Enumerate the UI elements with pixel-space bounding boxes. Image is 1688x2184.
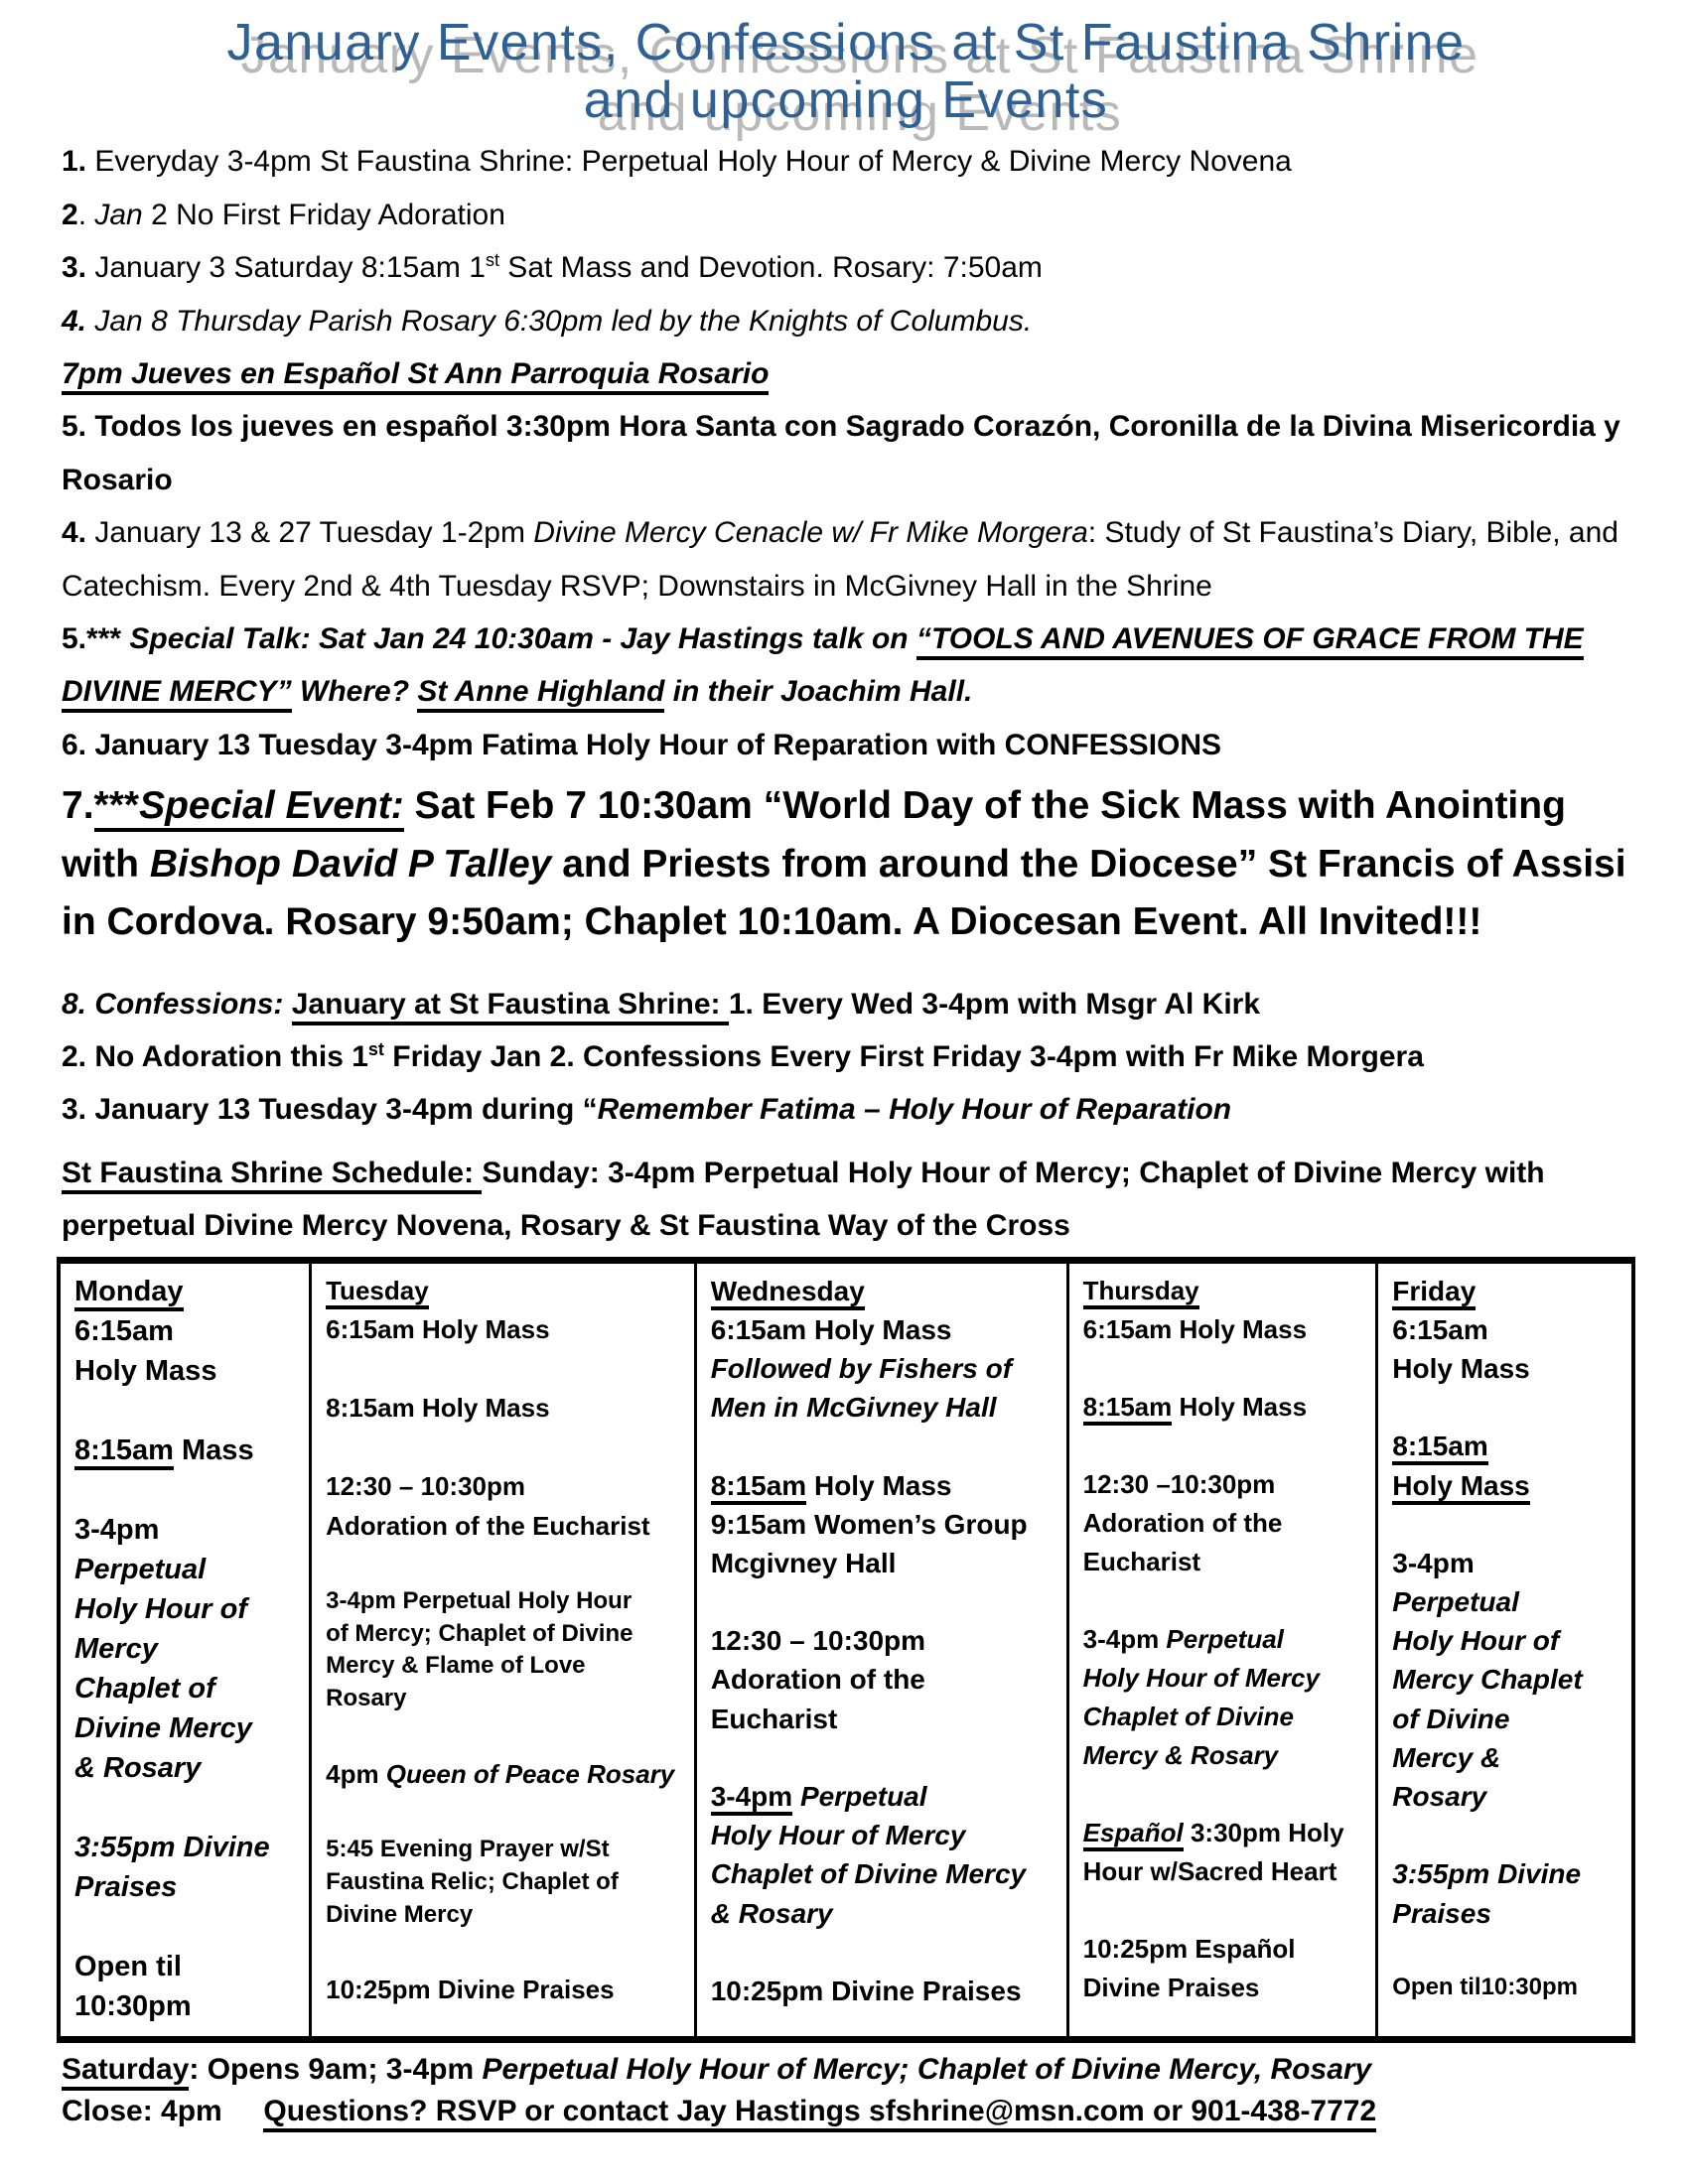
title-line-1: January Events, Confessions at St Faustina Shrine [226,14,1466,71]
text-run: 3:55pm Divine [74,1831,270,1863]
text-run: Queen of Peace Rosary [385,1758,675,1789]
text-run: 10:30pm [74,1989,192,2022]
text-run: Chaplet of [74,1672,215,1705]
schedule-line [1083,1272,1368,1310]
text-run: 1. [728,987,754,1021]
text-run [222,2095,264,2127]
schedule-line [711,1349,1058,1388]
schedule-line [1083,1698,1368,1736]
schedule-line [711,1700,1058,1738]
text-run: 3-4pm Perpetual Holy Hour [326,1586,633,1614]
schedule-line [1083,1388,1368,1427]
event-spanish-holy-hour [62,400,1630,506]
text-run: Saturday [62,2053,189,2091]
schedule-line [74,1788,301,1828]
schedule-line [1083,1775,1368,1814]
schedule-line [1083,1930,1368,1969]
text-run: 10:25pm Español [1082,1933,1296,1964]
footer [62,2049,1630,2133]
schedule-line [326,1834,686,1866]
schedule-line [1392,1660,1623,1699]
text-run: Mercy & [1392,1741,1501,1773]
text-run: Bishop David P Talley [149,842,552,886]
schedule-line [74,1470,301,1510]
event-everyday-holy-hour [62,135,1630,188]
text-run: Rosary [326,1685,407,1712]
text-run: 8:15am Holy Mass [326,1393,550,1424]
text-run: 6:15am [74,1314,174,1347]
schedule-line [1392,1816,1623,1854]
page-title [62,14,1630,129]
text-run: Wednesday [711,1276,865,1310]
schedule-line [711,1310,1058,1349]
schedule-line [74,1589,301,1629]
text-run: 7. [62,784,94,828]
schedule-line [1392,1777,1623,1816]
text-run: *** [94,784,140,832]
schedule-line [711,1427,1058,1465]
event-no-first-friday-adoration [62,189,1630,241]
text-run: Perpetual [1166,1623,1284,1654]
text-run: Everyday 3-4pm St Faustina Shrine: Perpetual Holy Hour of Mercy & Divine Mercy Novena [86,145,1292,179]
schedule-line [326,1272,686,1311]
text-run: Special Talk: Sat Jan 24 10:30am - Jay Hastings talk on [129,621,916,655]
schedule-line [711,1894,1058,1933]
text-run: Thursday [1083,1276,1199,1309]
schedule-line [74,1272,301,1311]
schedule-line [74,1510,301,1550]
text-run: 3:55pm Divine [1392,1858,1582,1890]
schedule-line [74,1907,301,1947]
saturday-schedule-line [62,2049,1630,2092]
schedule-line [74,1351,301,1391]
schedule-column-monday [61,1264,312,2036]
confessions-schedule-2 [62,1030,1630,1083]
schedule-line [1083,1736,1368,1775]
schedule-line [1083,1814,1368,1852]
schedule-line [326,1350,686,1390]
text-run: Jan 8 Thursday Parish Rosary 6:30pm led by the Knights of Columbus. [86,304,1033,338]
text-run: Eucharist [710,1703,838,1734]
schedule-line [326,1389,686,1429]
schedule-line [74,1431,301,1470]
text-run: st [367,1039,384,1060]
confessions-schedule-3 [62,1083,1630,1136]
schedule-line [326,1794,686,1834]
schedule-line [711,1972,1058,2010]
schedule-line [326,1715,686,1755]
text-run: Holy Hour of [1392,1625,1560,1657]
text-run: : Opens 9am; 3-4pm [189,2052,483,2086]
schedule-line [711,1505,1058,1544]
text-run: 5.*** [62,621,130,655]
text-run: Chaplet of Divine Mercy [710,1858,1027,1890]
text-run: Open til [74,1950,182,1982]
schedule-line [1392,1466,1623,1505]
text-run: “TOOLS AND AVENUES OF GRACE FROM THE DIVINE MERCY” [62,622,1584,713]
text-run: 3. [62,251,87,285]
text-run: Every Wed 3-4pm with Msgr Al Kirk [753,987,1261,1021]
schedule-line [1083,1310,1368,1349]
schedule-line [1083,1969,1368,2007]
text-run: Holy Mass [1392,1352,1530,1384]
text-run: Special Event: [139,784,404,832]
text-run: 8:15am [74,1434,174,1470]
schedule-line [711,1777,1058,1816]
text-run: Sat Feb 7 10:30am “World Day of the Sick Mass with Anointing with [62,784,1566,886]
text-run: 12:30 –10:30pm [1082,1468,1276,1499]
text-run: Eucharist [1082,1546,1201,1576]
text-run: 12:30 – 10:30pm [326,1471,526,1502]
text-run: Jan [94,198,143,231]
text-run: Holy Mass [806,1469,952,1501]
schedule-line [1083,1659,1368,1698]
text-run: Faustina Relic; Chaplet of [326,1867,619,1895]
text-run: Holy Hour of [74,1592,247,1625]
schedule-line [1392,1972,1623,2004]
schedule-line [1083,1465,1368,1504]
schedule-line [1083,1504,1368,1543]
text-run: Mercy & Rosary [1082,1739,1279,1770]
text-run: 8:15am [1083,1392,1173,1426]
schedule-line [711,1738,1058,1777]
schedule-line [1392,1933,1623,1972]
text-run: Adoration of the [710,1664,925,1696]
text-run: January 3 Saturday 8:15am 1 [86,251,486,285]
text-run: St Anne Highland [417,675,664,713]
text-run: 2 No First Friday Adoration [142,198,505,231]
contact-line [62,2091,1630,2133]
text-run: St Faustina Shrine Schedule: [62,1157,482,1194]
schedule-line [326,1507,686,1547]
schedule-line [74,1629,301,1669]
title-line-2: and upcoming Events [583,71,1109,130]
text-run: Holy Hour of Mercy [1082,1662,1320,1693]
text-run: Sat Mass and Devotion. Rosary: 7:50am [498,251,1043,285]
text-run: 9:15am Women’s Group [710,1508,1028,1540]
text-run: 6:15am [1392,1313,1488,1345]
text-run: Friday [1392,1276,1476,1310]
schedule-line [326,1971,686,2010]
schedule-line [326,1931,686,1971]
schedule-line [1392,1349,1623,1388]
schedule-line [326,1618,686,1651]
text-run: Tuesday [326,1276,429,1309]
text-run: Close: 4pm [62,2095,222,2128]
text-run: Praises [74,1870,178,1903]
text-run: Holy Hour of Mercy [710,1820,966,1851]
text-run: 3:30pm Holy [1183,1817,1344,1847]
schedule-line [1392,1582,1623,1621]
schedule-line [711,1933,1058,1972]
text-run: and Priests from around the Diocese” St Francis of Assisi in Cordova. Rosary 9:50am; Chaplet 10:10am. A Diocesan Event. All Invited!!! [62,842,1626,944]
schedule-line [74,1947,301,1986]
text-run: of Divine [1392,1703,1510,1734]
text-run: Confessions: [94,987,284,1021]
schedule-line [326,1467,686,1507]
event-fatima-holy-hour [62,719,1630,771]
text-run: Followed by Fishers of [710,1352,1013,1384]
schedule-line [1083,1620,1368,1659]
text-run: 3. January 13 Tuesday 3-4pm during “ [62,1093,598,1127]
text-run: 3-4pm [1082,1623,1167,1654]
schedule-line [711,1544,1058,1582]
schedule-column-thursday [1069,1264,1379,2036]
schedule-line [74,1708,301,1748]
text-run: 6:15am Holy Mass [1082,1313,1308,1344]
schedule-line [1083,1543,1368,1581]
schedule-line [74,1828,301,1867]
text-run [283,988,291,1021]
text-run: Praises [1392,1897,1491,1929]
text-run: 4pm [326,1758,386,1789]
text-run: Questions? RSVP or contact Jay Hastings sfshrine@msn.com or 901-438-7772 [263,2095,1376,2132]
text-run: 3-4pm [1392,1547,1475,1578]
schedule-line [326,1683,686,1715]
text-run: Hour w/Sacred Heart [1082,1855,1337,1886]
schedule-line [1392,1621,1623,1660]
schedule-line [326,1866,686,1899]
text-run: Adoration of the [1082,1507,1283,1538]
schedule-line [711,1582,1058,1621]
schedule-line [326,1546,686,1585]
text-run: Friday Jan 2. Confessions Every First Friday 3-4pm with Fr Mike Morgera [383,1040,1424,1074]
text-run: Mass [173,1433,254,1466]
text-run: Where? [291,675,418,709]
schedule-line [326,1650,686,1683]
text-run: & Rosary [710,1897,833,1929]
schedule-line [326,1899,686,1932]
text-run: 5:45 Evening Prayer w/St [326,1835,610,1862]
schedule-line [1392,1310,1623,1349]
schedule-line [1392,1544,1623,1582]
schedule-line [1083,1581,1368,1620]
weekly-schedule-table [57,1257,1635,2043]
schedule-line [711,1388,1058,1427]
schedule-line [1392,1738,1623,1777]
text-run: 2 [62,198,78,231]
text-run: : Study of St Faustina’s Diary, Bible, and Catechism. Every 2nd & 4th Tuesday RSVP; Downstairs in McGivney Hall in the Shrine [62,516,1618,603]
text-run: 1. [62,145,87,179]
text-run: st [485,250,499,271]
event-spanish-rosary [62,347,1630,400]
text-run: Divine Mercy Cenacle w/ Fr Mike Morgera [533,516,1088,550]
schedule-line [74,1391,301,1431]
text-run: January at St Faustina Shrine: [292,988,729,1025]
text-run: Perpetual Holy Hour of Mercy; Chaplet of Divine Mercy, Rosary [482,2052,1372,2086]
schedule-line [711,1272,1058,1310]
text-run: Holy Mass [1172,1391,1308,1422]
text-run: Divine Mercy [326,1900,474,1928]
text-run: 8:15am [711,1470,807,1505]
schedule-line [326,1429,686,1468]
schedule-line [1083,1427,1368,1465]
text-run: . [77,198,95,231]
schedule-line [1083,1891,1368,1930]
text-run: Mercy [74,1632,158,1665]
text-run: Perpetual [799,1781,927,1813]
text-run: Mercy & Flame of Love [326,1652,586,1680]
text-run: Rosary [1392,1781,1487,1813]
text-run [792,1781,800,1812]
schedule-line [711,1660,1058,1699]
text-run: 6:15am Holy Mass [710,1313,952,1345]
schedule-line [1392,1272,1623,1310]
schedule-line [326,1755,686,1795]
text-run: Open til10:30pm [1392,1973,1578,2000]
text-run: 4. [62,516,87,550]
text-run: of Mercy; Chaplet of Divine [326,1619,633,1647]
text-run: Men in McGivney Hall [710,1392,997,1424]
text-run: Perpetual [74,1553,207,1585]
schedule-line [1083,1852,1368,1891]
schedule-line [1083,1349,1368,1388]
confessions-schedule-1 [62,978,1630,1030]
text-run: 10:25pm Divine Praises [710,1975,1022,2006]
events-list [62,135,1630,1136]
text-run: Adoration of the Eucharist [326,1510,650,1541]
text-run: Divine Mercy [74,1711,252,1744]
schedule-line [74,1748,301,1788]
schedule-line [1392,1894,1623,1933]
text-run: in their Joachim Hall. [664,675,973,709]
schedule-line [1392,1854,1623,1893]
text-run: Español [1083,1818,1184,1851]
schedule-column-wednesday [697,1264,1069,2036]
text-run: Chaplet of Divine [1082,1701,1294,1731]
text-run: 7pm Jueves en Español St Ann Parroquia Rosario [62,357,769,395]
schedule-line [74,1311,301,1351]
schedule-line [1392,1700,1623,1738]
text-run: Divine Praises [1082,1972,1260,2002]
schedule-column-friday [1378,1264,1631,2036]
schedule-line [74,1867,301,1907]
text-run: Monday [74,1276,184,1311]
text-run: Mcgivney Hall [710,1547,897,1578]
text-run: Sunday: 3-4pm Perpetual Holy Hour of Mercy; Chaplet of Divine Mercy with perpetual Divine Mercy Novena, Rosary & St Faustina Way of the Cross [62,1156,1545,1243]
schedule-column-tuesday [312,1264,697,2036]
shrine-schedule-heading [62,1147,1630,1253]
text-run: 3-4pm [711,1781,792,1816]
text-run: Holy Mass [74,1354,217,1387]
text-run: & Rosary [74,1751,202,1784]
schedule-line [1392,1427,1623,1465]
schedule-line [326,1310,686,1350]
event-first-saturday-mass [62,241,1630,294]
text-run: Holy Mass [1392,1470,1530,1505]
schedule-line [74,1986,301,2026]
text-run: 6. January 13 Tuesday 3-4pm Fatima Holy Hour of Reparation with CONFESSIONS [62,728,1222,761]
text-run: 4. [62,304,87,338]
text-run: 3-4pm [74,1513,160,1546]
schedule-line [711,1854,1058,1893]
event-special-talk [62,613,1630,719]
text-run: 8. [62,987,95,1021]
text-run: 10:25pm Divine Praises [326,1974,615,2004]
text-run: 8:15am [1392,1431,1488,1465]
text-run: Perpetual [1392,1586,1519,1618]
text-run: January 13 & 27 Tuesday 1-2pm [86,516,534,550]
schedule-line [1392,1505,1623,1544]
schedule-line [74,1669,301,1708]
event-parish-rosary [62,295,1630,347]
schedule-line [711,1621,1058,1660]
schedule-line [711,1466,1058,1505]
text-run: 5. Todos los jueves en español 3:30pm Hora Santa con Sagrado Corazón, Coronilla de la Divina Misericordia y Rosario [62,410,1620,496]
text-run: 12:30 – 10:30pm [710,1625,926,1657]
event-special-event-world-day-of-sick [62,777,1630,952]
schedule-line [1392,1388,1623,1427]
text-run: Remember Fatima – Holy Hour of Reparation [597,1093,1232,1127]
text-run: 2. No Adoration this 1 [62,1040,368,1074]
schedule-line [326,1585,686,1618]
event-divine-mercy-cenacle [62,506,1630,613]
schedule-line [74,1550,301,1589]
text-run: 6:15am Holy Mass [326,1314,550,1345]
schedule-line [711,1816,1058,1854]
text-run: Mercy Chaplet [1392,1664,1583,1696]
